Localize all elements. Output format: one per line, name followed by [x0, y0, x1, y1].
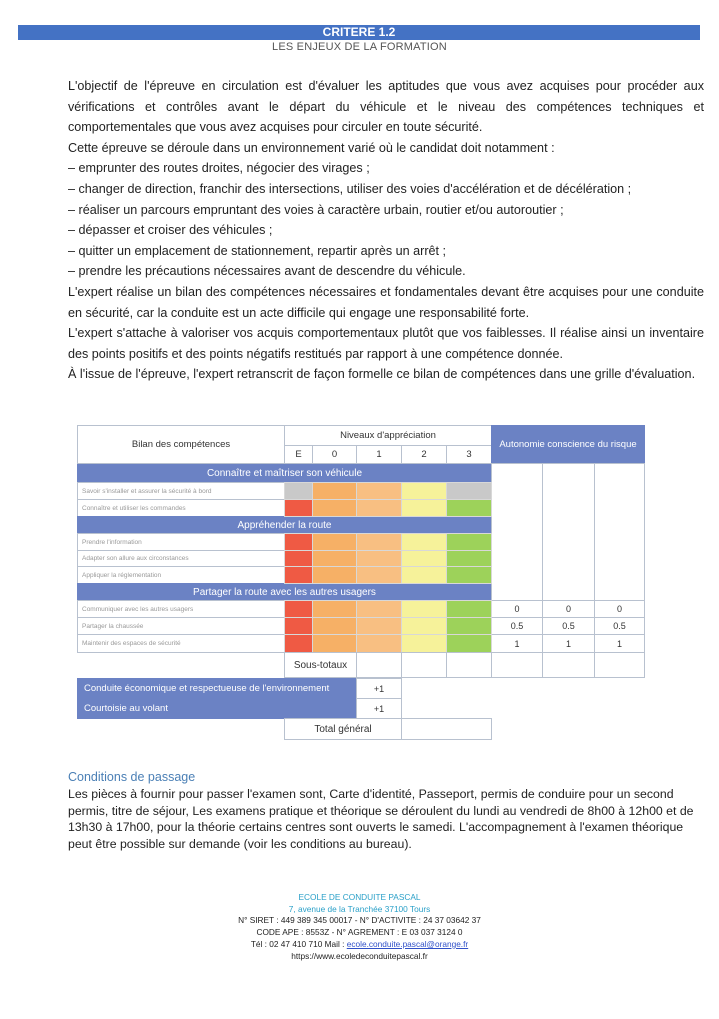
header-bilan: Bilan des compétences: [77, 425, 285, 464]
contact-line: [0, 939, 719, 951]
autonomie-cell: [491, 463, 543, 601]
criterion-banner: CRITERE 1.2: [18, 25, 700, 40]
section-header-partager: Partager la route avec les autres usagers: [77, 583, 492, 601]
level-cell-3: [446, 600, 492, 618]
competence-row-label: Adapter son allure aux circonstances: [77, 550, 285, 567]
level-cell-2: [401, 482, 447, 500]
autonomie-value: 0.5: [542, 617, 595, 635]
intro-paragraph-4: L'expert s'attache à valoriser vos acquis comportementaux plutôt que vos faiblesses. Il réalise ainsi un inventaire des points positifs et des points négatifs restitués par rapport à une compétence donnée.: [68, 326, 704, 361]
level-cell-2: [401, 634, 447, 653]
level-cell-3: [446, 617, 492, 635]
level-header-3: 3: [446, 445, 492, 464]
bullet-item: – dépasser et croiser des véhicules ;: [68, 223, 273, 238]
level-cell-3: [446, 634, 492, 653]
level-cell-e: [284, 617, 313, 635]
header-autonomie: Autonomie conscience du risque: [491, 425, 645, 464]
level-cell-1: [356, 499, 402, 517]
bonus-row-value: +1: [356, 678, 402, 699]
level-cell-2: [401, 617, 447, 635]
competence-row-label: Connaître et utiliser les commandes: [77, 499, 285, 517]
autonomie-value: 0: [542, 600, 595, 618]
level-cell-2: [401, 600, 447, 618]
competence-row-label: Savoir s'installer et assurer la sécurité à bord: [77, 482, 285, 500]
autonomie-cell: [542, 463, 595, 601]
footer: [0, 892, 719, 962]
subtotal-label: Sous-totaux: [284, 652, 357, 678]
level-header-0: 0: [312, 445, 357, 464]
level-cell-0: [312, 499, 357, 517]
bonus-row-value: +1: [356, 698, 402, 719]
level-cell-3: [446, 550, 492, 567]
level-cell-e: [284, 482, 313, 500]
section-header-vehicule: Connaître et maîtriser son véhicule: [77, 464, 492, 482]
ape-line: CODE APE : 8553Z - N° AGREMENT : E 03 037 3124 0: [256, 927, 463, 938]
bullet-item: – emprunter des routes droites, négocier des virages ;: [68, 161, 370, 176]
level-cell-0: [312, 600, 357, 618]
level-cell-1: [356, 617, 402, 635]
header-niveaux: Niveaux d'appréciation: [284, 425, 492, 446]
level-cell-1: [356, 533, 402, 551]
level-cell-0: [312, 617, 357, 635]
intro-paragraph-2: Cette épreuve se déroule dans un environnement varié où le candidat doit notamment :: [68, 140, 555, 155]
level-cell-3: [446, 482, 492, 500]
level-cell-0: [312, 634, 357, 653]
school-name: ECOLE DE CONDUITE PASCAL: [298, 892, 421, 902]
level-cell-1: [356, 600, 402, 618]
level-cell-0: [312, 533, 357, 551]
autonomie-value: 0: [594, 600, 645, 618]
level-cell-3: [446, 566, 492, 584]
competence-row-label: Prendre l'information: [77, 533, 285, 551]
autonomie-value: 0.5: [491, 617, 543, 635]
bonus-row-label: Courtoisie au volant: [77, 698, 357, 719]
intro-text: [68, 76, 704, 385]
autonomie-value: 0: [491, 600, 543, 618]
level-header-2: 2: [401, 445, 447, 464]
bullet-item: – prendre les précautions nécessaires avant de descendre du véhicule.: [68, 264, 466, 279]
section-header-route: Appréhender la route: [77, 516, 492, 534]
competence-row-label: Maintenir des espaces de sécurité: [77, 634, 285, 653]
bullet-item: – changer de direction, franchir des intersections, utiliser des voies d'accélération et de décélération ;: [68, 181, 632, 196]
total-label: Total général: [284, 718, 402, 740]
competence-row-label: Communiquer avec les autres usagers: [77, 600, 285, 618]
siret-line: N° SIRET : 449 389 345 00017 - N° D'ACTIVITE : 24 37 03642 37: [238, 915, 481, 926]
level-cell-e: [284, 499, 313, 517]
subtotal-cell: [401, 652, 447, 678]
level-cell-3: [446, 533, 492, 551]
level-header-e: E: [284, 445, 313, 464]
intro-paragraph-3: L'expert réalise un bilan des compétences nécessaires et fondamentales devant être acquises pour une conduite en sécurité, car la conduite est un acte difficile qui engage une responsabilité forte.: [68, 284, 704, 320]
conditions-text: Les pièces à fournir pour passer l'examen sont, Carte d'identité, Passeport, permis de conduire pour un second permis, titre de séjour, Les examens pratique et théorique se déroulent du lundi au vendredi de 8h00 à 12h00 et de 13h30 à 17h00, pour la théorie certains centres sont ouverts le samedi. L'accompagnement à l'examen théorique peut être possible sur demande (voir les conditions au bureau).: [68, 787, 694, 851]
autonomie-value: 1: [542, 634, 595, 653]
level-cell-1: [356, 566, 402, 584]
level-cell-e: [284, 566, 313, 584]
level-cell-0: [312, 566, 357, 584]
competence-row-label: Appliquer la réglementation: [77, 566, 285, 584]
level-cell-2: [401, 550, 447, 567]
level-cell-e: [284, 550, 313, 567]
level-cell-2: [401, 566, 447, 584]
level-cell-0: [312, 482, 357, 500]
bonus-row-label: Conduite économique et respectueuse de l'environnement: [77, 678, 357, 699]
bullet-item: – réaliser un parcours empruntant des voies à caractère urbain, routier et/ou autoroutier ;: [68, 202, 564, 217]
level-cell-1: [356, 634, 402, 653]
level-cell-3: [446, 499, 492, 517]
level-header-1: 1: [356, 445, 402, 464]
intro-paragraph-5: À l'issue de l'épreuve, l'expert retranscrit de façon formelle ce bilan de compétences dans une grille d'évaluation.: [68, 367, 696, 382]
subtotal-cell: [356, 652, 402, 678]
level-cell-1: [356, 482, 402, 500]
conditions-title: Conditions de passage: [68, 770, 196, 784]
level-cell-e: [284, 634, 313, 653]
level-cell-2: [401, 499, 447, 517]
subtotal-cell: [491, 652, 543, 678]
page-subtitle: LES ENJEUX DE LA FORMATION: [272, 41, 447, 53]
level-cell-2: [401, 533, 447, 551]
level-cell-e: [284, 600, 313, 618]
email-link[interactable]: ecole.conduite.pascal@orange.fr: [346, 938, 469, 949]
level-cell-e: [284, 533, 313, 551]
autonomie-value: 0.5: [594, 617, 645, 635]
competence-row-label: Partager la chaussée: [77, 617, 285, 635]
level-cell-0: [312, 550, 357, 567]
subtotal-cell: [446, 652, 492, 678]
bullet-item: – quitter un emplacement de stationnement, repartir après un arrêt ;: [68, 243, 447, 258]
autonomie-value: 1: [491, 634, 543, 653]
total-value-cell: [401, 718, 492, 740]
website-link[interactable]: https://www.ecoledeconduitepascal.fr: [291, 950, 428, 961]
subtotal-cell: [542, 652, 595, 678]
intro-paragraph-1: L'objectif de l'épreuve en circulation est d'évaluer les aptitudes que vous avez acquises pour procéder aux vérifications et contrôles avant le départ du véhicule et le niveau des compétences techniques et comportementales que vous avez acquises pour circuler en toute sécurité.: [68, 79, 704, 135]
autonomie-value: 1: [594, 634, 645, 653]
level-cell-1: [356, 550, 402, 567]
school-address: 7, avenue de la Tranchée 37100 Tours: [288, 903, 431, 914]
autonomie-cell: [594, 463, 645, 601]
subtotal-cell: [594, 652, 645, 678]
phone-text: Tél : 02 47 410 710 Mail :: [250, 938, 347, 949]
